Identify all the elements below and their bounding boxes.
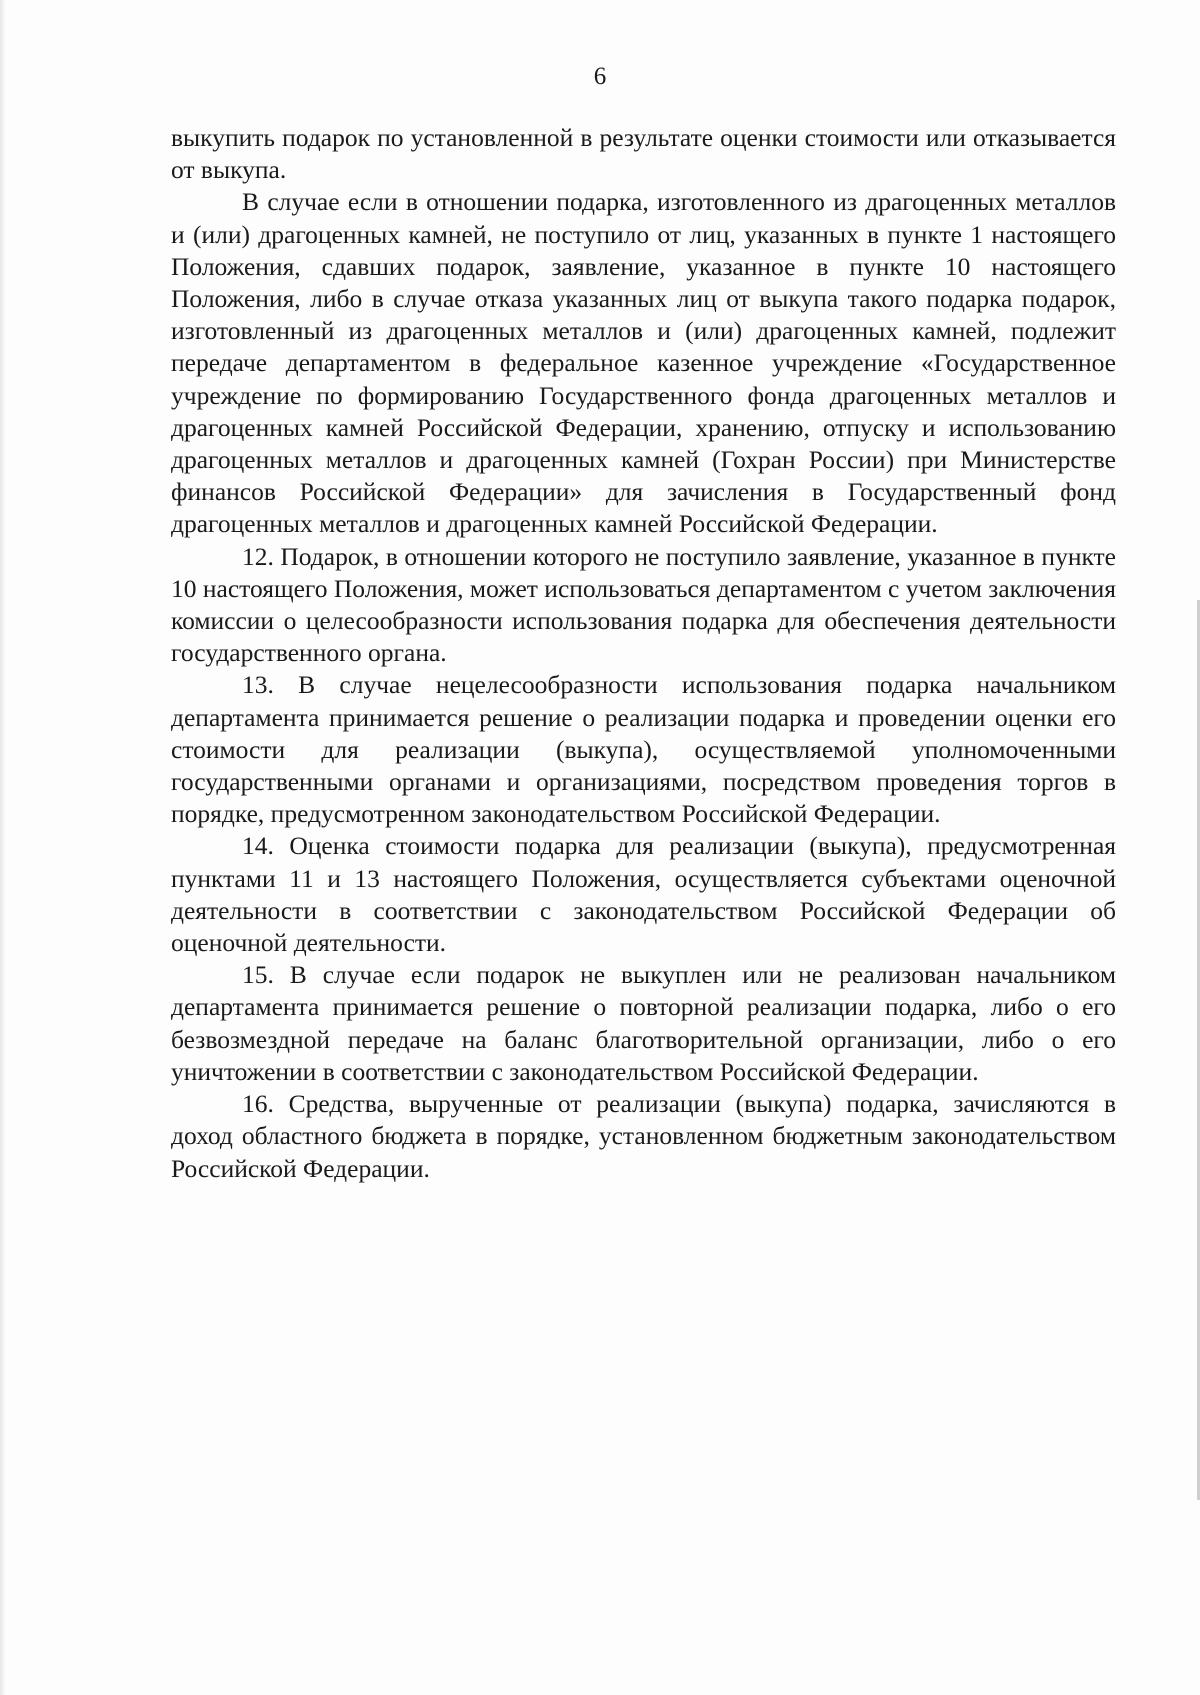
paragraph-item-13: 13. В случае нецелесообразности использования подарка начальником департамента принимается решение о реализации подарка и проведении оценки его стоимости для реализации (выкупа), осуществляемой уполномоченными государственными органами и организациями, посредством проведения торгов в порядке, предусмотренном законодательством Российской Федерации. [171,670,1116,829]
paragraph-continuation: выкупить подарок по установленной в результате оценки стоимости или отказывается от выкупа. [171,123,1116,185]
page-number: 6 [593,63,607,90]
paragraph-item-12: 12. Подарок, в отношении которого не поступило заявление, указанное в пункте 10 настоящего Положения, может использоваться департаментом с учетом заключения комиссии о целесообразности использования подарка для обеспечения деятельности государственного органа. [171,541,1116,668]
paragraph-item-14: 14. Оценка стоимости подарка для реализации (выкупа), предусмотренная пунктами 11 и 13 настоящего Положения, осуществляется субъектами оценочной деятельности в соответствии с законодательством Российской Федерации об оценочной деятельности. [171,831,1116,958]
paragraph-precious-metals: В случае если в отношении подарка, изготовленного из драгоценных металлов и (или) драгоценных камней, не поступило от лиц, указанных в пункте 1 настоящего Положения, сдавших подарок, заявление, указанное в пункте 10 настоящего Положения, либо в случае отказа указанных лиц от выкупа такого подарка подарок, изготовленный из драгоценных металлов и (или) драгоценных камней, подлежит передаче департаментом в федеральное казенное учреждение «Государственное учреждение по формированию Государственного фонда драгоценных металлов и драгоценных камней Российской Федерации, хранению, отпуску и использованию драгоценных металлов и драгоценных камней (Гохран России) при Министерстве финансов Российской Федерации» для зачисления в Государственный фонд драгоценных металлов и драгоценных камней Российской Федерации. [171,187,1116,539]
scan-edge-left [0,0,6,1695]
document-body [171,122,1116,1185]
paragraph-item-16: 16. Средства, вырученные от реализации (выкупа) подарка, зачисляются в доход областного бюджета в порядке, установленном бюджетным законодательством Российской Федерации. [171,1089,1116,1183]
paragraph-item-15: 15. В случае если подарок не выкуплен или не реализован начальником департамента принимается решение о повторной реализации подарка, либо о его безвозмездной передаче на баланс благотворительной организации, либо о его уничтожении в соответствии с законодательством Российской Федерации. [171,960,1116,1086]
